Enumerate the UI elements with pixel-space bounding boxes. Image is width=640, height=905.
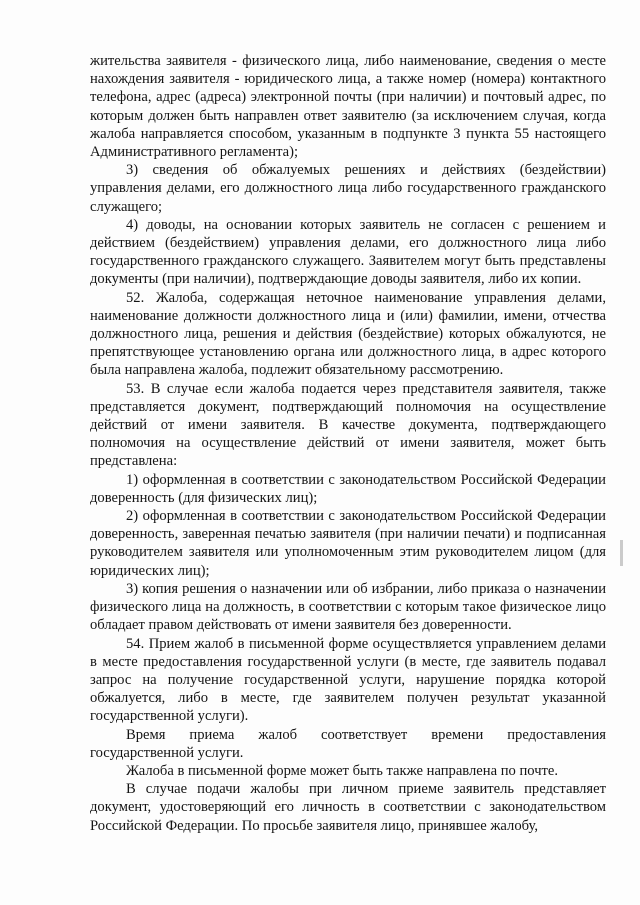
- paragraph-53: 53. В случае если жалоба подается через представителя заявителя, также представляется документ, подтверждающий полномочия на осуществление действий от имени заявителя. В качестве документа, подтверждающего полномочия на осуществление действий от имени заявителя, может быть представлена:: [90, 380, 606, 470]
- paragraph-continuation: жительства заявителя - физического лица, либо наименование, сведения о месте нахождения заявителя - юридического лица, а также номер (номера) контактного телефона, адрес (адреса) электронной почты (при наличии) и почтовый адрес, по которым должен быть направлен ответ заявителю (за исключением случая, когда жалоба направляется способом, указанным в подпункте 3 пункта 55 настоящего Административного регламента);: [90, 53, 606, 161]
- paragraph-53-item-1: 1) оформленная в соответствии с законодательством Российской Федерации доверенность (для физических лиц);: [90, 471, 606, 506]
- paragraph-54: 54. Прием жалоб в письменной форме осуществляется управлением делами в месте предоставления государственной услуги (в месте, где заявитель подавал запрос на получение государственной услуги, нарушение порядка которой обжалуется, либо в месте, где заявителем получен результат указанной государственной услуги).: [90, 635, 606, 725]
- document-body: [90, 52, 606, 835]
- paragraph-item-4: 4) доводы, на основании которых заявитель не согласен с решением и действием (бездействием) управления делами, его должностного лица либо государственного гражданского служащего. Заявителем могут быть представлены документы (при наличии), подтверждающие доводы заявителя, либо их копии.: [90, 216, 606, 288]
- paragraph-53-item-2: 2) оформленная в соответствии с законодательством Российской Федерации доверенность, заверенная печатью заявителя (при наличии печати) и подписанная руководителем заявителя или уполномоченным этим руководителем лицом (для юридических лиц);: [90, 508, 606, 579]
- paragraph-item-3: 3) сведения об обжалуемых решениях и действиях (бездействии) управления делами, его должностного лица либо государственного гражданского служащего;: [90, 162, 606, 215]
- paragraph-mail: Жалоба в письменной форме может быть также направлена по почте.: [126, 762, 559, 779]
- paragraph-53-item-3: 3) копия решения о назначении или об избрании, либо приказа о назначении физического лица на должность, в соответствии с которым такое физическое лицо обладает правом действовать от имени заявителя без доверенности.: [90, 580, 606, 634]
- paragraph-52: 52. Жалоба, содержащая неточное наименование управления делами, наименование должности должностного лица и (или) фамилии, имени, отчества должностного лица, решения и действия (бездействие) которых обжалуются, не препятствующее установлению органа или должностного лица, в адрес которого была направлена жалоба, подлежит обязательному рассмотрению.: [90, 289, 606, 379]
- paragraph-personal-reception: В случае подачи жалобы при личном приеме заявитель представляет документ, удостоверяющий его личность в соответствии с законодательством Российской Федерации. По просьбе заявителя лицо, принявшее жалобу,: [90, 781, 606, 834]
- scan-edge-mark: [620, 540, 623, 566]
- paragraph-reception-time: Время приема жалоб соответствует времени предоставления государственной услуги.: [90, 726, 606, 761]
